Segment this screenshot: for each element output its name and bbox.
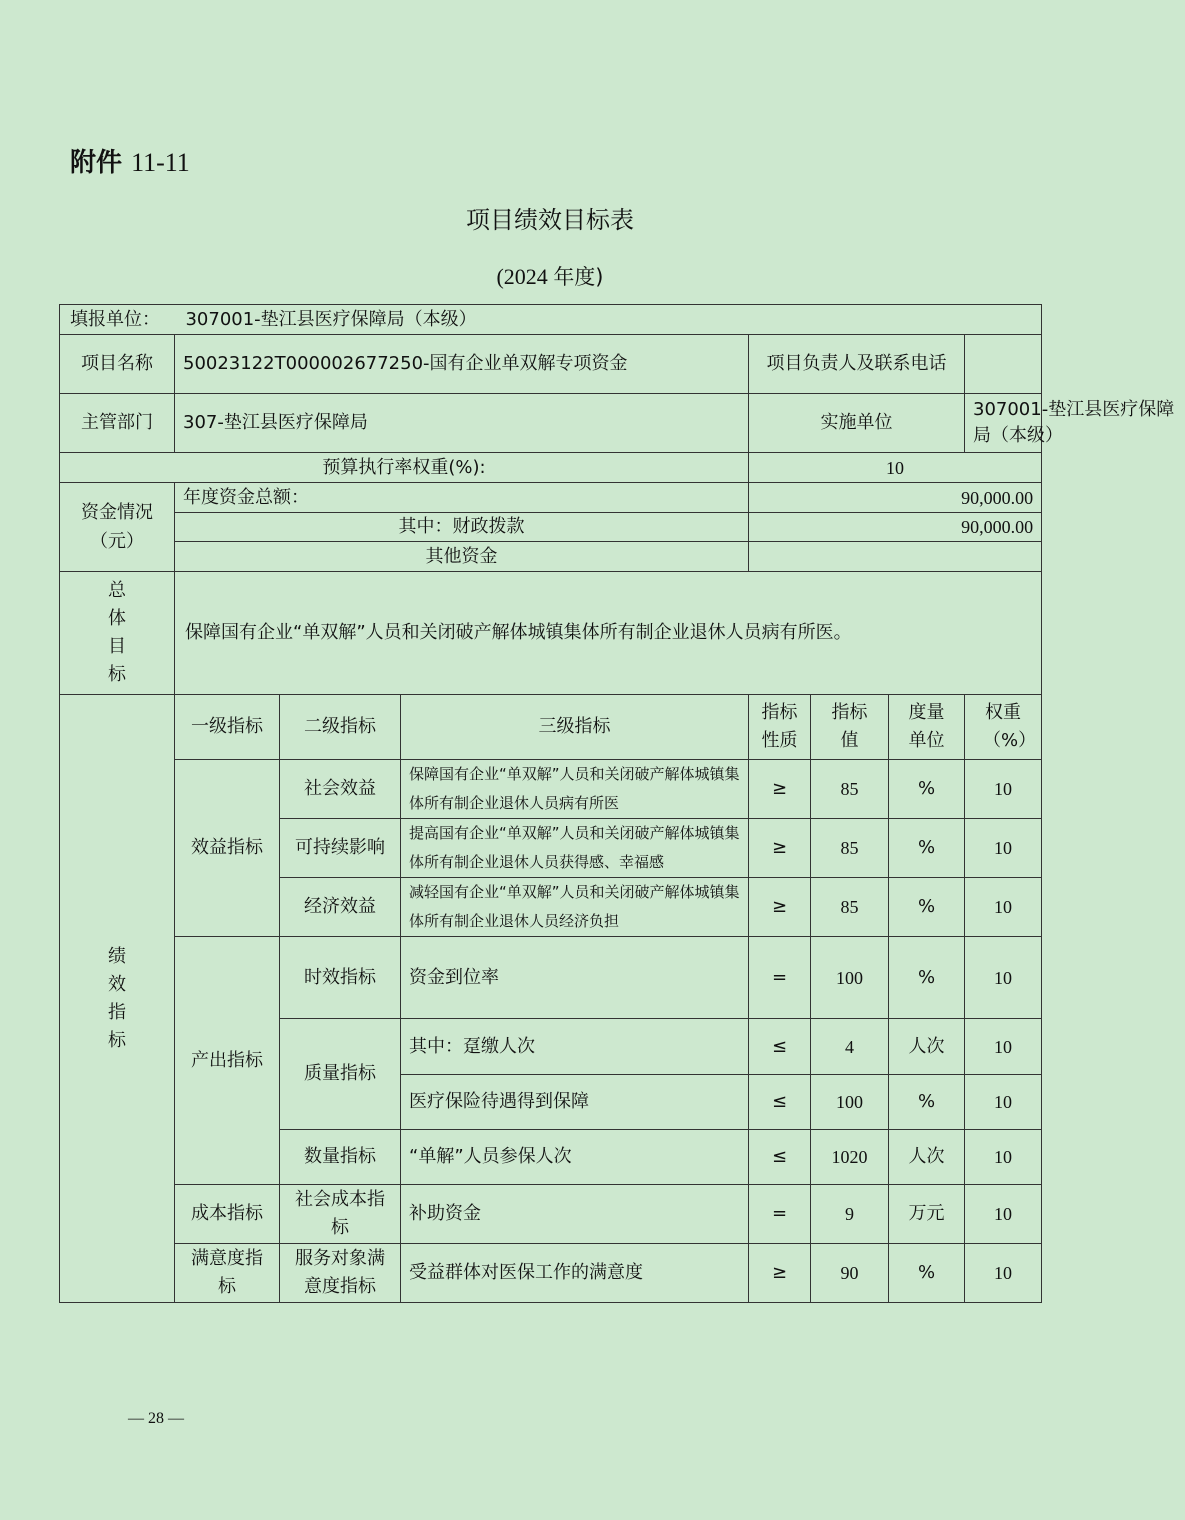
perf-label-char: 标 <box>108 1029 126 1051</box>
row-nature: ≤ <box>749 1075 811 1130</box>
row-value: 9 <box>811 1185 889 1244</box>
perf-label-char: 绩 <box>108 945 126 967</box>
row-weight: 10 <box>965 1185 1042 1244</box>
row-l2: 社会成本指标 <box>280 1185 401 1244</box>
goal-row <box>60 572 1042 695</box>
year-suffix: 年度) <box>553 265 604 289</box>
funds-fiscal-row <box>60 513 1042 542</box>
row-weight: 10 <box>965 1019 1042 1075</box>
row-l2: 时效指标 <box>280 937 401 1019</box>
group-output: 产出指标 <box>175 937 280 1185</box>
fill-unit-row <box>60 305 1042 335</box>
row-nature: ≥ <box>749 819 811 878</box>
funds-other-label: 其他资金 <box>175 542 749 572</box>
goal-label-char: 总 <box>108 580 126 601</box>
group-cost: 成本指标 <box>175 1185 280 1244</box>
budget-rate-row <box>60 453 1042 483</box>
row-value: 90 <box>811 1244 889 1303</box>
budget-rate-value: 10 <box>749 453 1042 483</box>
row-l2: 数量指标 <box>280 1130 401 1185</box>
table-row <box>60 1244 1042 1303</box>
row-value: 1020 <box>811 1130 889 1185</box>
goal-label <box>60 572 175 695</box>
row-unit: % <box>889 878 965 937</box>
row-nature: ≥ <box>749 760 811 819</box>
header-nature: 指标性质 <box>749 695 811 760</box>
goal-label-char: 体 <box>108 608 126 629</box>
table-row <box>60 937 1042 1019</box>
row-weight: 10 <box>965 1244 1042 1303</box>
project-name-label: 项目名称 <box>60 335 175 394</box>
funds-fiscal-label: 其中：财政拨款 <box>175 513 749 542</box>
project-name-row <box>60 335 1042 394</box>
budget-rate-label: 预算执行率权重(%): <box>60 453 749 483</box>
perf-header-row <box>60 695 1042 760</box>
project-leader-value <box>965 335 1042 394</box>
perf-label-char: 效 <box>108 973 126 995</box>
row-l3: 保障国有企业“单双解”人员和关闭破产解体城镇集体所有制企业退休人员病有所医 <box>401 760 749 819</box>
row-l3: 其中：趸缴人次 <box>401 1019 749 1075</box>
funds-total-value: 90,000.00 <box>749 483 1042 513</box>
goal-text: 保障国有企业“单双解”人员和关闭破产解体城镇集体所有制企业退休人员病有所医。 <box>175 572 1042 695</box>
row-l2: 可持续影响 <box>280 819 401 878</box>
goal-label-char: 标 <box>108 664 126 685</box>
row-l2: 社会效益 <box>280 760 401 819</box>
impl-unit-label: 实施单位 <box>749 394 965 453</box>
impl-unit-value <box>965 394 1175 453</box>
row-nature: ≤ <box>749 1130 811 1185</box>
header-level1: 一级指标 <box>175 695 280 760</box>
attachment-number: 11-11 <box>131 148 190 177</box>
header-level3: 三级指标 <box>401 695 749 760</box>
fill-unit-label: 填报单位： <box>70 308 160 330</box>
row-unit: % <box>889 1244 965 1303</box>
group-benefit: 效益指标 <box>175 760 280 937</box>
row-l3: 减轻国有企业“单双解”人员和关闭破产解体城镇集体所有制企业退休人员经济负担 <box>401 878 749 937</box>
perf-label-char: 指 <box>108 1001 126 1023</box>
goal-label-char: 目 <box>108 636 126 657</box>
funds-label <box>60 483 175 572</box>
row-l3: 补助资金 <box>401 1185 749 1244</box>
row-unit: 万元 <box>889 1185 965 1244</box>
row-l2: 服务对象满意度指标 <box>280 1244 401 1303</box>
performance-table <box>59 304 1175 1303</box>
row-l3: 受益群体对医保工作的满意度 <box>401 1244 749 1303</box>
impl-unit-text: 307001-垫江县医疗保障局（本级） <box>973 399 1175 446</box>
year-subtitle <box>0 261 1100 291</box>
funds-total-label: 年度资金总额： <box>175 483 749 513</box>
page-title: 项目绩效目标表 <box>466 206 634 234</box>
row-l2: 质量指标 <box>280 1019 401 1130</box>
header-value: 指标值 <box>811 695 889 760</box>
row-nature: = <box>749 1185 811 1244</box>
dept-value: 307-垫江县医疗保障局 <box>175 394 749 453</box>
row-value: 85 <box>811 819 889 878</box>
row-nature: = <box>749 937 811 1019</box>
row-unit: % <box>889 760 965 819</box>
row-unit: 人次 <box>889 1019 965 1075</box>
header-weight: 权重（%） <box>965 695 1042 760</box>
row-weight: 10 <box>965 1130 1042 1185</box>
row-l3: “单解”人员参保人次 <box>401 1130 749 1185</box>
funds-label-text: 资金情况（元） <box>81 502 153 552</box>
fill-unit-value: 307001-垫江县医疗保障局（本级） <box>185 308 477 330</box>
funds-other-row <box>60 542 1042 572</box>
table-row <box>60 1185 1042 1244</box>
row-value: 85 <box>811 878 889 937</box>
row-weight: 10 <box>965 878 1042 937</box>
funds-fiscal-value: 90,000.00 <box>749 513 1042 542</box>
row-nature: ≤ <box>749 1019 811 1075</box>
attachment-prefix: 附件 <box>70 148 123 178</box>
project-name-value: 50023122T000002677250-国有企业单双解专项资金 <box>175 335 749 394</box>
row-weight: 10 <box>965 1075 1042 1130</box>
row-weight: 10 <box>965 819 1042 878</box>
row-nature: ≥ <box>749 1244 811 1303</box>
row-l3: 资金到位率 <box>401 937 749 1019</box>
row-l3: 医疗保险待遇得到保障 <box>401 1075 749 1130</box>
project-leader-label: 项目负责人及联系电话 <box>749 335 965 394</box>
row-unit: 人次 <box>889 1130 965 1185</box>
row-value: 85 <box>811 760 889 819</box>
row-nature: ≥ <box>749 878 811 937</box>
page-number: — 28 — <box>128 1410 184 1427</box>
dept-label: 主管部门 <box>60 394 175 453</box>
row-value: 100 <box>811 937 889 1019</box>
year-prefix: (2024 <box>496 264 548 289</box>
perf-label <box>60 695 175 1303</box>
fill-unit-cell <box>60 305 1042 335</box>
header-unit: 度量单位 <box>889 695 965 760</box>
row-weight: 10 <box>965 760 1042 819</box>
attachment-label <box>70 142 190 179</box>
header-level2: 二级指标 <box>280 695 401 760</box>
table-row <box>60 760 1042 819</box>
dept-row <box>60 394 1042 453</box>
row-value: 100 <box>811 1075 889 1130</box>
funds-total-row <box>60 483 1042 513</box>
row-unit: % <box>889 819 965 878</box>
row-l3: 提高国有企业“单双解”人员和关闭破产解体城镇集体所有制企业退休人员获得感、幸福感 <box>401 819 749 878</box>
row-value: 4 <box>811 1019 889 1075</box>
group-satisfaction: 满意度指标 <box>175 1244 280 1303</box>
row-l2: 经济效益 <box>280 878 401 937</box>
funds-other-value <box>749 542 1042 572</box>
row-unit: % <box>889 1075 965 1130</box>
row-weight: 10 <box>965 937 1042 1019</box>
row-unit: % <box>889 937 965 1019</box>
